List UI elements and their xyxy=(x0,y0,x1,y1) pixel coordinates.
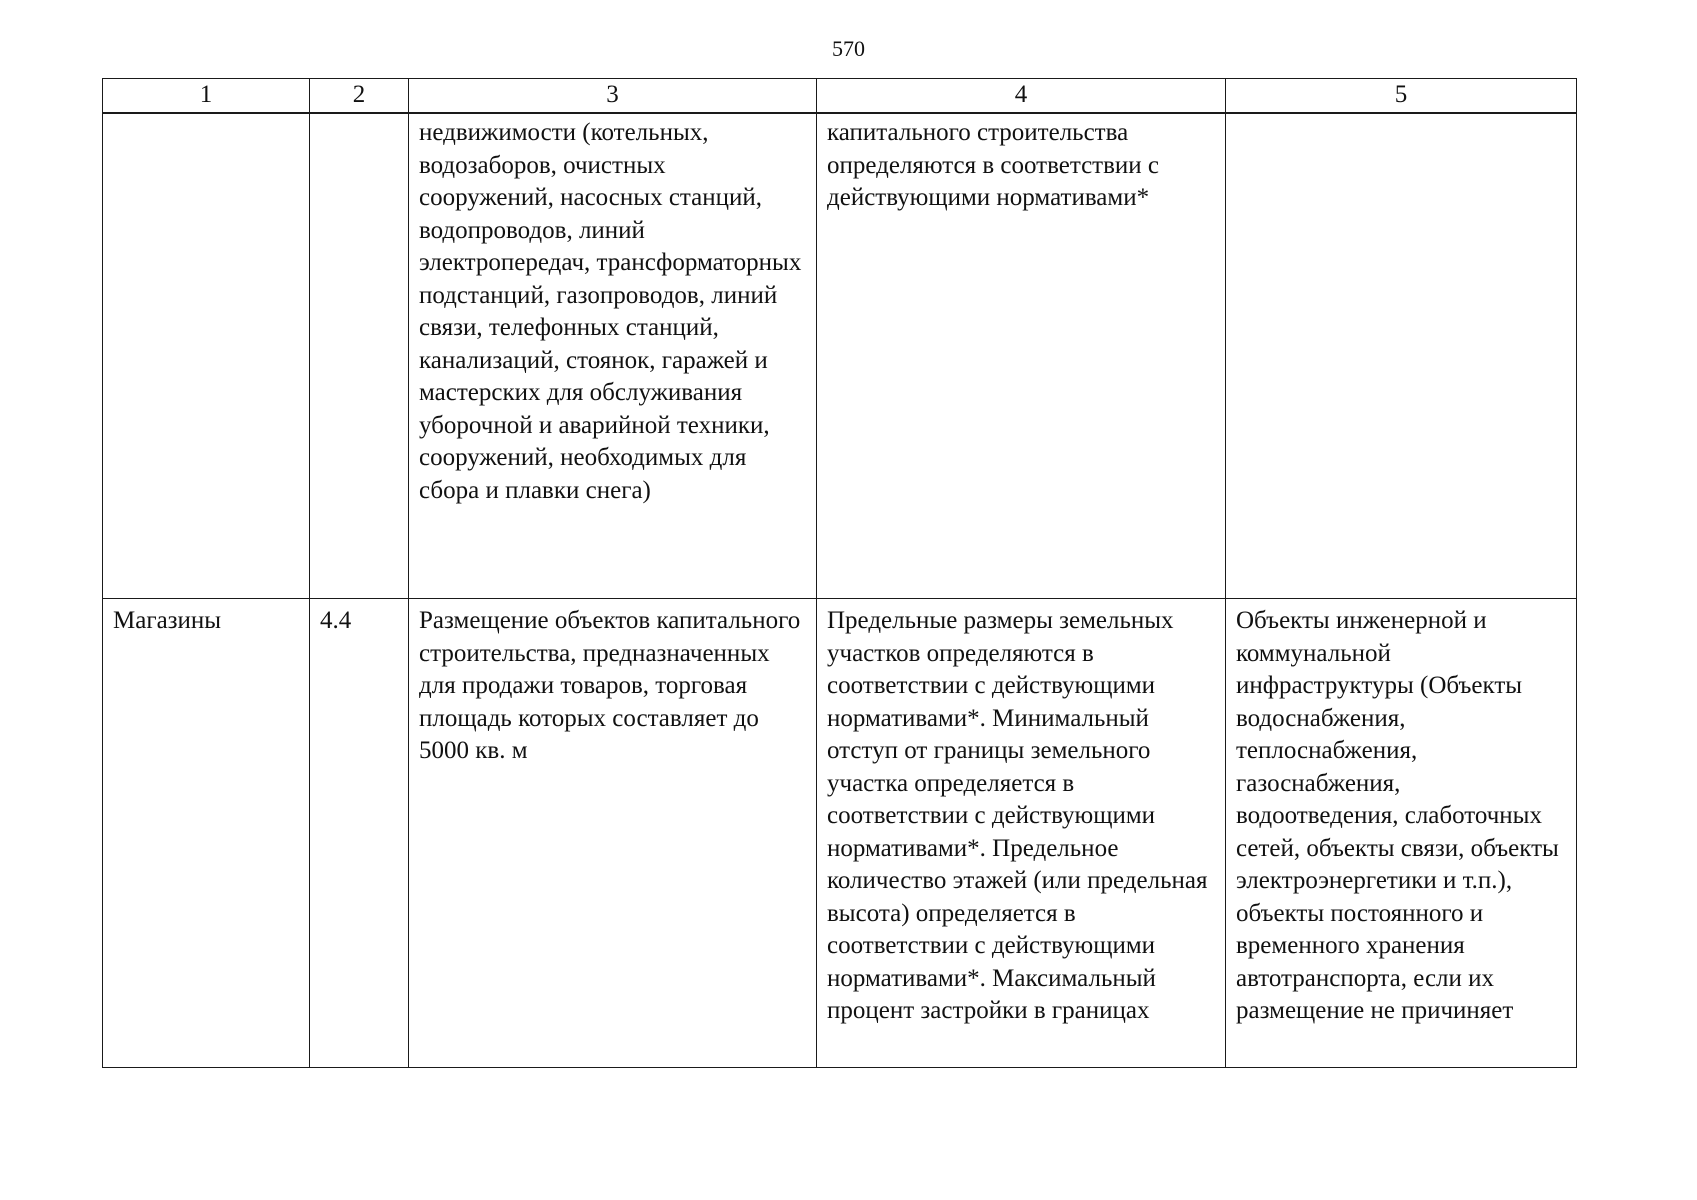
cell-parameters xyxy=(817,599,1226,1068)
column-header-3: 3 xyxy=(409,79,817,114)
cell-use-code xyxy=(310,113,409,599)
regulations-table xyxy=(102,78,1577,1068)
table-header-row xyxy=(103,79,1577,114)
cell-use-description xyxy=(409,599,817,1068)
page-number: 570 xyxy=(832,36,865,61)
cell-use-name xyxy=(103,113,310,599)
cell-use-name xyxy=(103,599,310,1068)
cell-text: Магазины xyxy=(113,607,222,634)
table-row xyxy=(103,599,1577,1068)
cell-text: Размещение объектов капитального строительства, предназначенных для продажи товаров, торговая площадь которых составляет до 5000 кв. м xyxy=(419,607,801,764)
column-header-5: 5 xyxy=(1226,79,1577,114)
cell-auxiliary-uses xyxy=(1226,113,1577,599)
cell-parameters xyxy=(817,113,1226,599)
column-header-2: 2 xyxy=(310,79,409,114)
cell-text: Предельные размеры земельных участков определяются в соответствии с действующими нормативами*. Минимальный отступ от границы земельного участка определяется в соответствии с действующими нормативами*. Предельное количество этажей (или предельная высота) определяется в соответствии с действующими нормативами*. Максимальный процент застройки в границах xyxy=(827,607,1208,1024)
column-header-1: 1 xyxy=(103,79,310,114)
cell-text: недвижимости (котельных, водозаборов, очистных сооружений, насосных станций, водопроводов, линий электропередач, трансформаторных подстанций, газопроводов, линий связи, телефонных станций, канализаций, стоянок, гаражей и мастерских для обслуживания уборочной и аварийной техники, сооружений, необходимых для сбора и плавки снега) xyxy=(419,119,802,504)
cell-use-code xyxy=(310,599,409,1068)
cell-text: капитального строительства определяются в соответствии с действующими нормативами* xyxy=(827,119,1160,211)
column-header-4: 4 xyxy=(817,79,1226,114)
cell-text: 4.4 xyxy=(320,607,352,634)
cell-use-description xyxy=(409,113,817,599)
regulations-table-container xyxy=(102,78,1576,1068)
table-row xyxy=(103,113,1577,599)
cell-auxiliary-uses xyxy=(1226,599,1577,1068)
cell-text: Объекты инженерной и коммунальной инфраструктуры (Объекты водоснабжения, теплоснабжения, газоснабжения, водоотведения, слаботочных сетей, объекты связи, объекты электроэнергетики и т.п.), объекты постоянного и временного хранения автотранспорта, если их размещение не причиняет xyxy=(1236,607,1559,1024)
